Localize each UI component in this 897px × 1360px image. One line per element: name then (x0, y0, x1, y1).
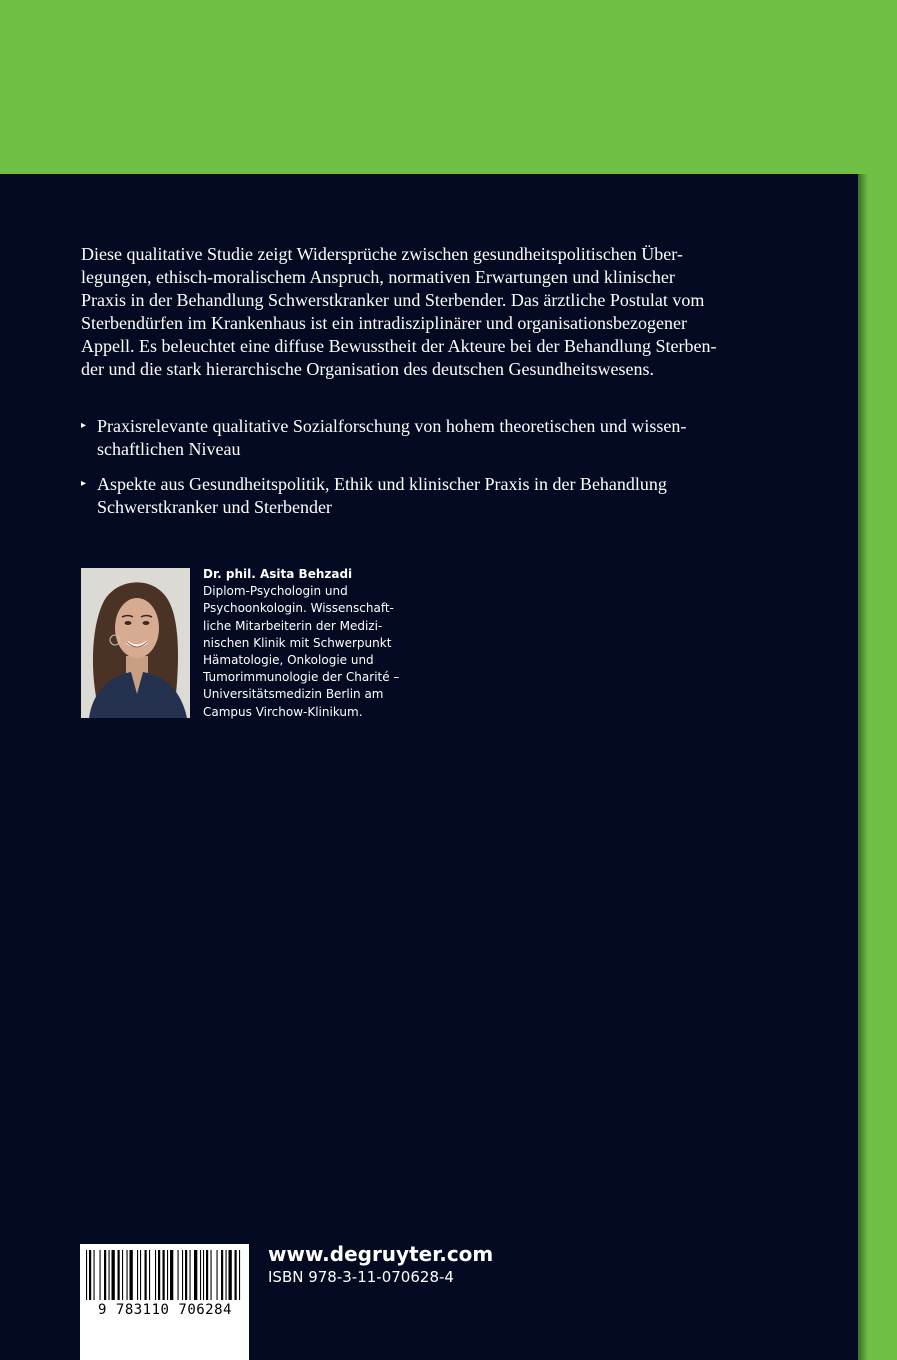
barcode-bar (104, 1250, 106, 1300)
barcode-bar (190, 1250, 191, 1300)
isbn-number: ISBN 978-3-11-070628-4 (268, 1268, 454, 1286)
barcode-bar (89, 1250, 91, 1300)
bio-line: Universitätsmedizin Berlin am (203, 687, 384, 702)
author-description (203, 583, 463, 721)
barcode-bar (158, 1250, 160, 1300)
bullet-line: schaftlichen Niveau (97, 439, 241, 459)
barcode-bar (100, 1250, 101, 1300)
author-name: Dr. phil. Asita Behzadi (203, 567, 353, 581)
author-bio (203, 566, 463, 721)
bullet-line: Praxisrelevante qualitative Sozialforschung von hohem theoretischen und wissen- (97, 416, 687, 436)
barcode-bar (122, 1250, 123, 1300)
barcode-bar (178, 1250, 179, 1300)
author-portrait-icon (81, 568, 190, 718)
feature-bullet (81, 415, 781, 461)
barcode-bar (109, 1250, 110, 1300)
barcode-bar (217, 1250, 218, 1300)
publisher-website[interactable]: www.degruyter.com (268, 1242, 494, 1266)
barcode-bar (94, 1250, 95, 1300)
barcode-bar (163, 1250, 165, 1300)
blurb-line: Diese qualitative Studie zeigt Widersprüche zwischen gesundheitspolitischen Über- (81, 244, 683, 264)
bio-line: liche Mitarbeiterin der Medizi- (203, 618, 383, 633)
barcode-bar (86, 1250, 87, 1300)
barcode-bar (185, 1250, 187, 1300)
barcode-bar (229, 1250, 232, 1300)
barcode-bar (155, 1250, 156, 1300)
blurb-line: legungen, ethisch-moralischem Anspruch, normativen Erwartungen und klinischer (81, 267, 675, 287)
barcode-bar (127, 1250, 128, 1300)
barcode-bars-icon (80, 1244, 249, 1302)
bullet-line: Schwerstkranker und Sterbender (97, 497, 332, 517)
barcode-digits: 9 783110 706284 (98, 1302, 232, 1318)
blurb-line: Sterbendürfen im Krankenhaus ist ein intradisziplinärer und organisationsbezogener (81, 313, 687, 333)
feature-bullet (81, 473, 781, 519)
bullet-triangle-icon: ▸ (81, 420, 87, 431)
barcode-bar (200, 1250, 201, 1300)
barcode-bar (226, 1250, 227, 1300)
barcode-bar (221, 1250, 223, 1300)
blurb-line: der und die stark hierarchische Organisation des deutschen Gesundheitswesens. (81, 359, 655, 379)
barcode-bar (149, 1250, 150, 1300)
barcode-bar (203, 1250, 204, 1300)
author-photo (81, 568, 190, 718)
barcode-bar (170, 1250, 173, 1300)
barcode-bar (239, 1250, 240, 1300)
barcode-bar (140, 1250, 141, 1300)
barcode-bar (137, 1250, 138, 1300)
bio-line: Diplom-Psychologin und (203, 584, 348, 599)
barcode-bar (194, 1250, 197, 1300)
barcode-bar (167, 1250, 168, 1300)
bio-line: Hämatologie, Onkologie und (203, 653, 374, 668)
barcode-bar (235, 1250, 237, 1300)
blurb-paragraph (81, 243, 781, 381)
barcode-bar (145, 1250, 147, 1300)
blurb-line: Praxis in der Behandlung Schwerstkranker und Sterbender. Das ärztliche Postulat vom (81, 290, 705, 310)
blurb-line: Appell. Es beleuchtet eine diffuse Bewusstheit der Akteure bei der Behandlung Sterben- (81, 336, 717, 356)
bullet-triangle-icon: ▸ (81, 478, 87, 489)
barcode-bar (118, 1250, 120, 1300)
barcode-bar (130, 1250, 133, 1300)
barcode-bar (182, 1250, 183, 1300)
bio-line: Campus Virchow-Klinikum. (203, 704, 363, 719)
panel-shadow (858, 174, 868, 1360)
barcode-bar (211, 1250, 212, 1300)
bio-line: Psychoonkologin. Wissenschaft- (203, 601, 394, 616)
isbn-barcode (80, 1244, 249, 1360)
bio-line: nischen Klinik mit Schwerpunkt (203, 635, 392, 650)
barcode-bar (112, 1250, 115, 1300)
bio-line: Tumorimmunologie der Charité – (203, 670, 400, 685)
barcode-bar (206, 1250, 208, 1300)
bullet-line: Aspekte aus Gesundheitspolitik, Ethik und klinischer Praxis in der Behandlung (97, 474, 667, 494)
